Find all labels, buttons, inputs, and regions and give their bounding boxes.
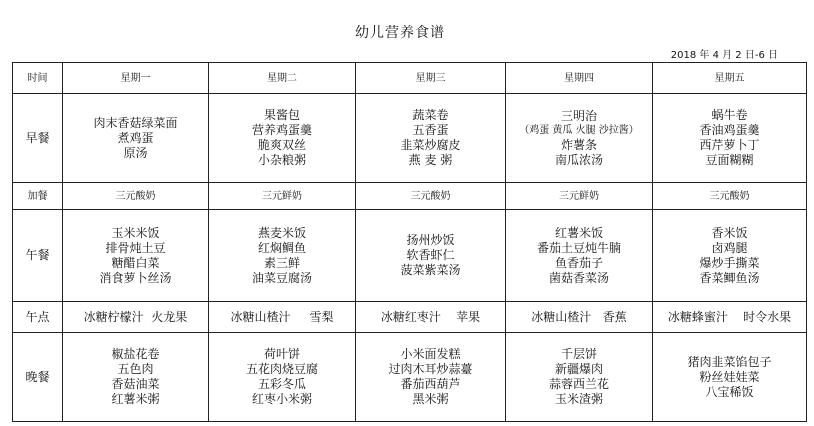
menu-cell	[209, 302, 356, 333]
dish-item: 五花肉烧豆腐	[245, 362, 318, 376]
dish-item: 新疆爆肉	[554, 362, 603, 376]
dish-item: 营养鸡蛋羹	[251, 123, 312, 137]
menu-cell	[209, 183, 356, 210]
menu-cell	[506, 183, 653, 210]
dish-item: 荷叶饼	[263, 347, 300, 361]
dish-item: 香油鸡蛋羹	[699, 123, 760, 137]
dish-item: 三元鲜奶	[559, 190, 599, 202]
dish-item: 排骨炖土豆	[105, 240, 166, 255]
dish-item: 千层饼	[560, 347, 597, 361]
meal-label: 午点	[13, 302, 63, 333]
dish-list	[246, 347, 318, 407]
menu-cell	[506, 333, 653, 422]
dish-item: 果酱包	[263, 108, 300, 122]
dish-item: 玉米米饭	[111, 225, 160, 240]
dish-item: 燕麦米饭	[257, 225, 306, 240]
menu-cell	[506, 94, 653, 183]
dish-item: 三元酸奶	[410, 190, 451, 202]
dish-list	[519, 109, 639, 168]
menu-cell	[653, 210, 807, 302]
dish-list	[93, 116, 177, 161]
dish-item: 三明治	[560, 108, 597, 123]
dish-item: 三元酸奶	[709, 190, 750, 202]
dish-item: 五色肉	[117, 362, 154, 376]
dish-item: 南瓜浓汤	[554, 152, 603, 167]
breakfast-row	[13, 94, 807, 183]
dish-list	[252, 226, 312, 286]
menu-cell	[63, 210, 209, 302]
dish-item: 红焖鲷鱼	[257, 240, 306, 255]
dish-item: 油菜豆腐汤	[251, 270, 312, 285]
dish-item: 冰糖蜂蜜汁 时令水果	[667, 309, 792, 324]
dish-item: 菠菜紫菜汤	[400, 263, 461, 277]
day-header: 星期三	[356, 63, 506, 94]
menu-cell	[63, 94, 209, 183]
dish-item: 菌菇香菜汤	[548, 270, 609, 285]
morning-snack-row	[13, 183, 807, 210]
day-header: 星期四	[506, 63, 653, 94]
lunch-row	[13, 210, 807, 302]
meal-label: 早餐	[13, 94, 63, 183]
dish-list	[111, 347, 159, 407]
dish-item: 粉丝娃娃菜	[699, 369, 760, 384]
menu-cell	[63, 333, 209, 422]
dish-item: 韭菜炒腐皮	[400, 138, 461, 152]
dish-list	[116, 189, 156, 204]
dish-item: 玉米渣粥	[554, 392, 603, 406]
date-range: 2018 年 4 月 2 日-6 日	[670, 50, 778, 61]
dish-item: 香米饭	[711, 225, 748, 240]
day-header: 星期二	[209, 63, 356, 94]
dish-item: 蔬菜卷	[412, 108, 449, 122]
dish-list	[252, 108, 312, 168]
dish-list	[710, 189, 750, 204]
dish-item: 炸薯条	[560, 137, 597, 152]
dish-item: 冰糖柠檬汁 火龙果	[83, 309, 188, 324]
menu-cell	[356, 94, 506, 183]
dish-item: 爆炒手撕菜	[699, 255, 760, 270]
menu-cell	[63, 302, 209, 333]
dish-item: 卤鸡腿	[711, 240, 748, 255]
meal-label: 晚餐	[13, 333, 63, 422]
dish-item: 蜗牛卷	[711, 108, 748, 122]
dish-item: 番茄西葫芦	[400, 377, 461, 391]
page-title: 幼儿营养食谱	[355, 25, 445, 41]
dish-item: 五彩冬瓜	[257, 377, 306, 391]
dish-item: 豆面糊糊	[705, 153, 754, 167]
menu-cell	[653, 333, 807, 422]
dish-item: 五香蛋	[412, 123, 449, 137]
menu-cell	[356, 210, 506, 302]
menu-cell	[506, 302, 653, 333]
dish-list	[99, 226, 171, 286]
dish-list	[400, 108, 460, 168]
dish-item: 脆爽双丝	[257, 138, 306, 152]
menu-cell	[356, 302, 506, 333]
dish-item: 扬州炒饭	[406, 233, 455, 247]
dish-item: 冰糖红枣汁 苹果	[380, 309, 481, 324]
dish-item: 八宝稀饭	[705, 384, 754, 399]
dish-list	[559, 189, 599, 204]
dish-item: 猪肉韭菜馅包子	[687, 354, 772, 369]
dish-item: 煮鸡蛋	[117, 130, 154, 145]
dish-list	[699, 108, 759, 168]
dish-list	[84, 310, 188, 325]
menu-table	[12, 62, 807, 422]
menu-cell	[356, 183, 506, 210]
dish-item: 冰糖山楂汁 雪梨	[230, 309, 334, 324]
dish-list	[411, 189, 451, 204]
menu-cell	[653, 302, 807, 333]
dish-item: 黑米粥	[412, 392, 449, 406]
dish-list	[388, 347, 472, 407]
header-row	[13, 63, 807, 94]
day-header: 星期五	[653, 63, 807, 94]
menu-cell	[653, 183, 807, 210]
dish-item: 西芹萝卜丁	[699, 138, 760, 152]
dish-list	[537, 226, 621, 286]
dish-item: 糖醋白菜	[111, 255, 160, 270]
day-header: 星期一	[63, 63, 209, 94]
menu-cell	[63, 183, 209, 210]
meal-label: 午餐	[13, 210, 63, 302]
menu-cell	[209, 94, 356, 183]
dish-item: 番茄土豆炖牛腩	[536, 240, 621, 255]
dish-item: 鱼香茄子	[554, 255, 603, 270]
dish-item: 红薯米粥	[111, 392, 160, 406]
dish-list	[531, 310, 626, 325]
dish-item: 原汤	[123, 145, 148, 160]
dish-item: （鸡蛋 黄瓜 火腿 沙拉酱）	[519, 124, 639, 136]
dish-item: 三元鲜奶	[262, 190, 302, 202]
dish-item: 香菜鲫鱼汤	[699, 270, 760, 285]
dish-item: 燕 麦 粥	[408, 153, 453, 167]
dish-item: 素三鲜	[263, 255, 300, 270]
dish-item: 红枣小米粥	[251, 392, 312, 406]
meal-label: 加餐	[13, 183, 63, 210]
dish-item: 消食萝卜丝汤	[99, 270, 172, 285]
menu-cell	[209, 333, 356, 422]
dish-list	[262, 189, 302, 204]
afternoon-snack-row	[13, 302, 807, 333]
dish-list	[668, 310, 791, 325]
dish-item: 软香虾仁	[406, 248, 455, 262]
dish-item: 冰糖山楂汁 香蕉	[531, 309, 627, 324]
dish-item: 小杂粮粥	[257, 153, 306, 167]
menu-cell	[209, 210, 356, 302]
dish-item: 椒盐花卷	[111, 347, 160, 361]
dish-list	[687, 355, 771, 400]
dinner-row	[13, 333, 807, 422]
menu-cell	[356, 333, 506, 422]
dish-item: 香菇油菜	[111, 377, 160, 391]
menu-cell	[506, 210, 653, 302]
dish-item: 蒜蓉西兰花	[548, 377, 609, 391]
dish-item: 三元酸奶	[115, 190, 156, 202]
dish-item: 过肉木耳炒蒜薹	[388, 362, 473, 376]
dish-item: 红薯米饭	[554, 225, 603, 240]
dish-item: 小米面发糕	[400, 347, 461, 361]
dish-list	[400, 233, 460, 278]
dish-item: 肉末香菇绿菜面	[93, 115, 178, 130]
dish-list	[699, 226, 759, 286]
menu-cell	[653, 94, 807, 183]
dish-list	[230, 310, 333, 325]
dish-list	[381, 310, 480, 325]
time-header: 时间	[13, 63, 63, 94]
dish-list	[549, 347, 609, 407]
